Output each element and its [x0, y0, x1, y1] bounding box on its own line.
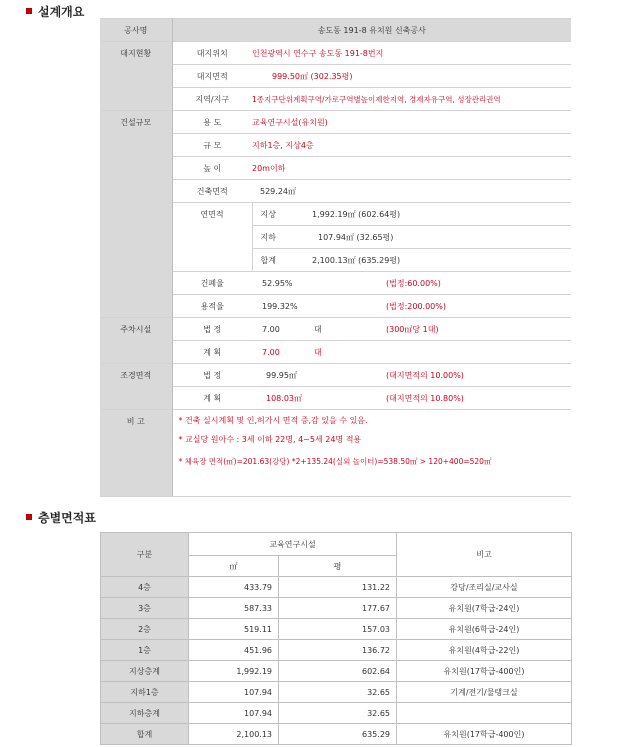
table-header-row [101, 533, 572, 556]
table-row [101, 640, 572, 661]
table-row [100, 410, 571, 497]
section-title-text: 층별면적표 [38, 510, 96, 525]
site-area-text: 999.50㎡ (302.35평) [272, 71, 353, 81]
site-location-label: 대지위치 [172, 42, 252, 65]
pyeong-cell: 602.64 [279, 661, 397, 682]
parking-plan-value: 7.00 [252, 341, 306, 364]
bcr-limit: (법정:60.00%) [386, 272, 571, 295]
section-title-floor-area [26, 510, 96, 524]
floor-cell: 지상층계 [101, 661, 189, 682]
sqm-cell: 1,992.19 [189, 661, 279, 682]
use-label: 용 도 [172, 111, 252, 134]
remark-cell: 유치원(17학급-400인) [397, 661, 572, 682]
footprint-value: 529.24㎡ [252, 180, 571, 203]
table-row [101, 598, 572, 619]
above-ground-value: 1,992.19㎡ (602.64평) [306, 203, 571, 226]
site-area-label: 대지면적 [172, 65, 252, 88]
floor-cell: 합계 [101, 724, 189, 745]
table-row [101, 661, 572, 682]
site-area-value [252, 65, 571, 88]
parking-legal-note: (300㎡당 1대) [386, 318, 571, 341]
table-row [100, 364, 571, 387]
floor-cell: 지하1층 [101, 682, 189, 703]
col-pyeong-header: 평 [279, 556, 397, 577]
below-ground-label: 지하 [252, 226, 306, 249]
remark-cell [397, 703, 572, 724]
gross-total-label: 합계 [252, 249, 306, 272]
building-scale-label: 건설규모 [100, 111, 172, 318]
table-row [101, 682, 572, 703]
site-status-label: 대지현황 [100, 42, 172, 111]
floor-cell: 3층 [101, 598, 189, 619]
parking-legal-label: 법 정 [172, 318, 252, 341]
landscape-plan-note: (대지면적의 10.80%) [386, 387, 571, 410]
zone-value: 1종지구단위계획구역/가로구역별높이제한지역, 경제자유구역, 성장관리권역 [252, 88, 571, 111]
sqm-cell: 107.94 [189, 682, 279, 703]
remark-note-1: * 건축 실시계획 및 인,허가시 면적 증,감 있을 수 있음. [178, 416, 368, 425]
parking-plan-label: 계 획 [172, 341, 252, 364]
landscape-plan-label: 계 획 [172, 387, 252, 410]
sqm-cell: 451.96 [189, 640, 279, 661]
far-limit: (법정:200.00%) [386, 295, 571, 318]
landscape-legal-value: 99.95㎡ [252, 364, 386, 387]
sqm-cell: 2,100.13 [189, 724, 279, 745]
table-row [100, 318, 571, 341]
above-ground-label: 지상 [252, 203, 306, 226]
zone-label: 지역/지구 [172, 88, 252, 111]
site-location-value: 인천광역시 연수구 송도동 191-8번지 [252, 42, 571, 65]
parking-plan-unit: 대 [306, 341, 386, 364]
remark-cell: 기계/전기/물탱크실 [397, 682, 572, 703]
table-row [101, 619, 572, 640]
remark-cell: 유치원(4학급-22인) [397, 640, 572, 661]
height-label: 높 이 [172, 157, 252, 180]
pyeong-cell: 32.65 [279, 703, 397, 724]
sqm-cell: 587.33 [189, 598, 279, 619]
square-bullet-icon [26, 8, 32, 14]
sqm-cell: 433.79 [189, 577, 279, 598]
section-title-design-overview [26, 4, 84, 18]
remarks-notes [172, 410, 571, 497]
section-title-text: 설계개요 [38, 4, 85, 19]
parking-label: 주차시설 [100, 318, 172, 364]
floor-table-body [101, 577, 572, 745]
use-value: 교육연구시설(유치원) [252, 111, 571, 134]
floor-cell: 4층 [101, 577, 189, 598]
far-label: 용적율 [172, 295, 252, 318]
col-sqm-header: ㎡ [189, 556, 279, 577]
gross-total-value: 2,100.13㎡ (635.29평) [306, 249, 571, 272]
table-row [100, 19, 571, 42]
table-row [101, 724, 572, 745]
below-ground-value: 107.94㎡ (32.65평) [306, 226, 571, 249]
floor-area-table [100, 532, 572, 745]
pyeong-cell: 177.67 [279, 598, 397, 619]
remark-note-2: * 교실당 원아수 : 3세 이하 22명, 4~5세 24명 적용 [178, 435, 362, 444]
remark-note-3: * 체육장 면적(㎡)=201.63(강당) *2+135.24(실외 놀이터)=538.50㎡ > 120+400=520㎡ [178, 457, 492, 466]
landscape-legal-note: (대지면적의 10.00%) [386, 364, 571, 387]
height-value: 20m이하 [252, 157, 571, 180]
scale-value: 지하1층, 지상4층 [252, 134, 571, 157]
landscape-label: 조경면적 [100, 364, 172, 410]
bcr-label: 건폐율 [172, 272, 252, 295]
table-row [101, 577, 572, 598]
sqm-cell: 107.94 [189, 703, 279, 724]
col-remark-header: 비고 [397, 533, 572, 577]
bcr-value: 52.95% [252, 272, 386, 295]
landscape-plan-value: 108.03㎡ [252, 387, 386, 410]
col-group-header: 교육연구시설 [189, 533, 397, 556]
sqm-cell: 519.11 [189, 619, 279, 640]
empty-cell [386, 341, 571, 364]
gross-area-label: 연면적 [172, 203, 252, 272]
project-name-value: 송도동 191-8 유치원 신축공사 [172, 19, 571, 42]
footprint-label: 건축면적 [172, 180, 252, 203]
parking-legal-value: 7.00 [252, 318, 306, 341]
landscape-legal-label: 법 정 [172, 364, 252, 387]
remarks-label: 비 고 [100, 410, 172, 497]
floor-cell: 지하층계 [101, 703, 189, 724]
table-row [101, 703, 572, 724]
floor-cell: 1층 [101, 640, 189, 661]
pyeong-cell: 157.03 [279, 619, 397, 640]
col-division-header: 구분 [101, 533, 189, 577]
remark-cell: 유치원(7학급-24인) [397, 598, 572, 619]
table-row [100, 42, 571, 65]
remark-cell: 강당/조리실/교사실 [397, 577, 572, 598]
design-overview-table [100, 18, 571, 497]
pyeong-cell: 32.65 [279, 682, 397, 703]
project-name-label: 공사명 [100, 19, 172, 42]
far-value: 199.32% [252, 295, 386, 318]
pyeong-cell: 136.72 [279, 640, 397, 661]
scale-label: 규 모 [172, 134, 252, 157]
parking-legal-unit: 대 [306, 318, 386, 341]
square-bullet-icon [26, 514, 32, 520]
table-row [100, 111, 571, 134]
remark-cell: 유치원(6학급-24인) [397, 619, 572, 640]
remark-cell: 유치원(17학급-400인) [397, 724, 572, 745]
pyeong-cell: 635.29 [279, 724, 397, 745]
floor-cell: 2층 [101, 619, 189, 640]
pyeong-cell: 131.22 [279, 577, 397, 598]
